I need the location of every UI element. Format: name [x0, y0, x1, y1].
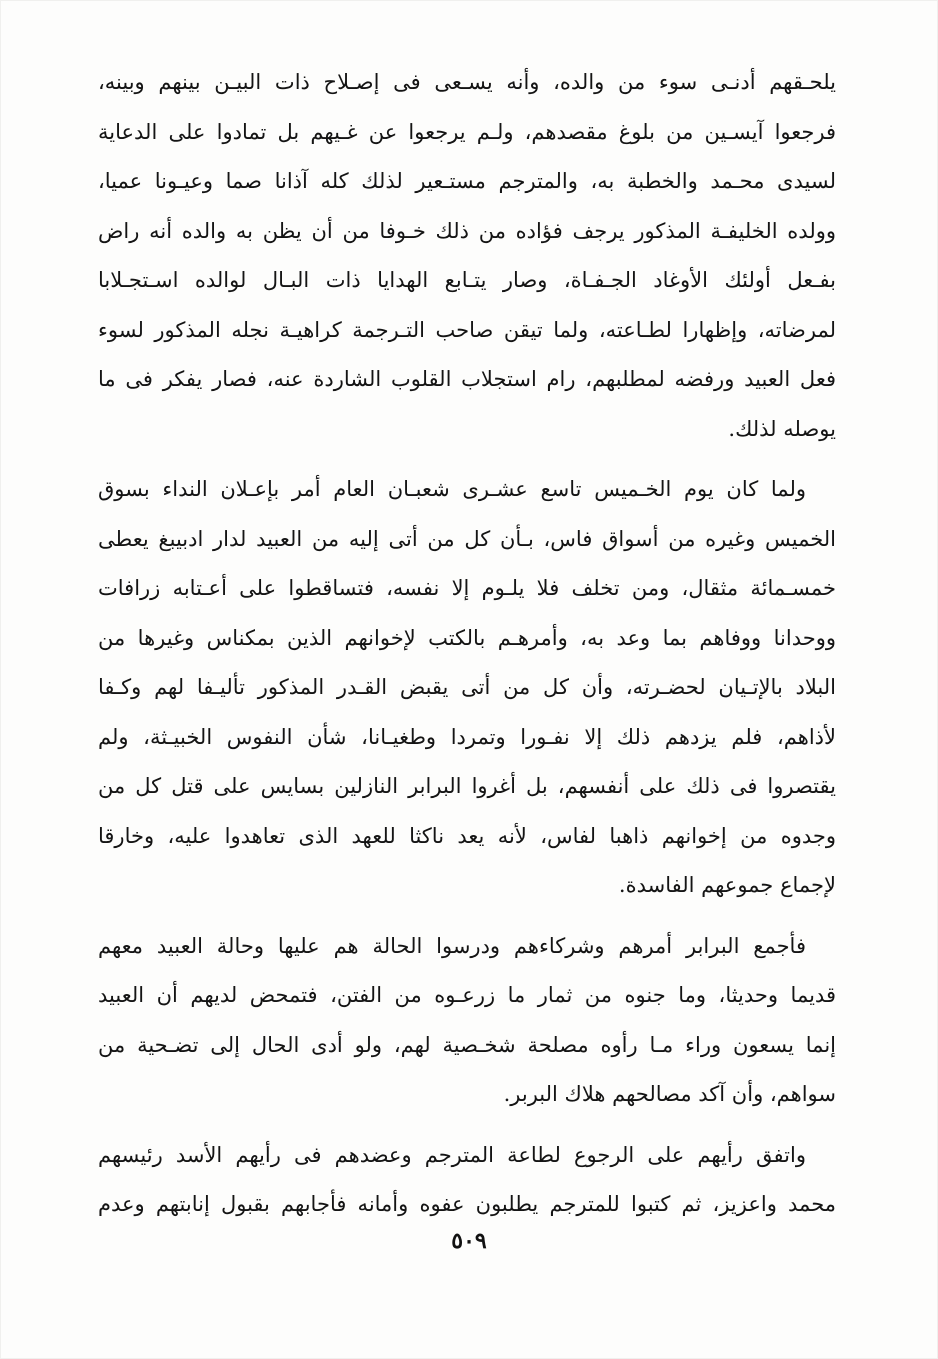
text-line: فأجمع البرابر أمرهم وشركاءهم ودرسوا الحالة هم عليها وحالة العبيد معهم	[98, 933, 806, 958]
text-line: ووحدانا ووفاهم بما وعد به، وأمرهـم بالكتب لإخوانهم الذين بمكناس وغيرها من	[98, 625, 836, 650]
text-line: بفـعل أولئك الأوغاد الجـفـاة، وصار يتـابع الهدايا ذات البـال لوالده اسـتجـلابا	[98, 268, 836, 292]
text-line: لأذاهم، فلم يزدهم ذلك إلا نفـورا وتمردا وطغيـانا، شأن النفوس الخبيـثة، ولم	[98, 724, 836, 749]
text-line: البلاد بالإتـيان لحضـرته، وأن كل من أتى يقبض القـدر المذكور تأليـفا لهم وكـفا	[98, 675, 836, 699]
paragraph-4	[98, 1131, 836, 1230]
text-line: سواهم، وأن آكد مصالحهم هلاك البربر.	[503, 1082, 836, 1106]
text-line: ولما كان يوم الخـميس تاسع عشـرى شعبـان العام أمر بإعـلان النداء بسوق	[98, 477, 806, 501]
text-line: إنما يسعون وراء مـا رأوه مصلحة شخـصية لهم، ولو أدى الحال إلى تضـحية من	[98, 1032, 836, 1057]
text-line: لسيدى محـمد والخطبة به، والمترجم مستـعير لذلك كله آذانا صما وعيـونا عميا،	[98, 169, 836, 193]
text-line: يلحـقهم أدنـى سوء من والده، وأنه يسـعى فى إصـلاح ذات البيـن بينهم وبينه،	[98, 70, 836, 94]
text-line: فرجعوا آيسـين من بلوغ مقصدهم، ولـم يرجعوا عن غـيهم بل تمادوا على الدعاية	[98, 119, 836, 144]
text-line: خمسـمائة مثقال، ومن تخلف فلا يلـوم إلا نفسه، فتساقطوا على أعـتابه زرافات	[98, 576, 836, 600]
text-line: لإجماع جموعهم الفاسدة.	[618, 873, 836, 897]
text-line: لمرضاته، وإظهارا لطـاعته، ولما تيقن صاحب التـرجمة كراهيـة نجله المذكور لسوء	[98, 317, 836, 342]
text-line: واتفق رأيهم على الرجوع لطاعة المترجم وعضدهم فى رأيهم الأسد رئيسهم	[98, 1142, 806, 1167]
text-line: قديما وحديثا، وما جنوه من ثمار ما زرعـوه من الفتن، فتمحض لديهم أن العبيد	[98, 983, 836, 1007]
text-line: يوصله لذلك.	[728, 416, 836, 441]
paragraph-3	[98, 922, 836, 1120]
paragraph-2	[98, 465, 836, 911]
text-line: يقتصروا فى ذلك على أنفسهم، بل أغروا البرابر النازلين بسايس على قتل كل من	[98, 774, 836, 798]
body-text	[98, 58, 836, 1230]
text-line: الخميس وغيره من أسواق فاس، بـأن كل من أتى إليه من العبيد لدار ادبيبغ يعطى	[98, 526, 836, 551]
text-line: فعل العبيد ورفضه لمطلبهم، رام استجلاب القلوب الشاردة عنه، فصار يفكر فى ما	[98, 367, 836, 391]
text-line: محمد واعزيز، ثم كتبوا للمترجم يطلبون عفوه وأمانه فأجابهم بقبول إنابتهم وعدم	[98, 1192, 836, 1216]
page-number: ٥٠٩	[451, 1228, 487, 1254]
paragraph-1	[98, 58, 836, 454]
text-line: وولده الخليفـة المذكور يرجف فؤاده من ذلك خـوفا من أن يظن به والده أنه راض	[98, 218, 836, 243]
text-line: وجدوه من إخوانهم ذاهبا لفاس، لأنه يعد ناكثا للعهد الذى تعاهدوا عليه، وخارقا	[98, 823, 836, 848]
